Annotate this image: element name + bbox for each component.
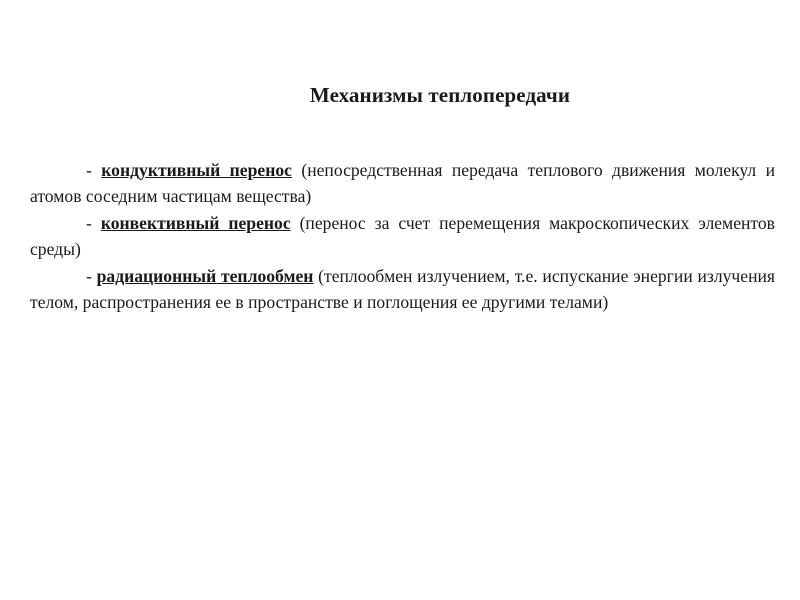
item-dash: -: [86, 212, 101, 233]
list-item-conductive: [30, 157, 775, 210]
item-term: конвективный перенос: [100, 212, 291, 233]
item-dash: -: [86, 265, 97, 286]
item-dash: -: [86, 160, 102, 180]
list-item-convective: [30, 210, 775, 263]
mechanisms-list: [30, 157, 775, 315]
item-description: (перенос за счет перемещения макроскопических элементов среды): [30, 212, 775, 260]
item-term: кондуктивный перенос: [101, 160, 292, 180]
slide-title: Механизмы теплопередачи: [309, 83, 571, 107]
item-description: (непосредственная передача теплового движения молекул и атомов соседним частицам вещества): [30, 160, 775, 207]
item-term: радиационный теплообмен: [96, 265, 314, 286]
item-description: (теплообмен излучением, т.е. испускание энергии излучения телом, распространения ее в пространстве и поглощения ее другими телами): [30, 265, 775, 313]
list-item-radiative: [30, 263, 775, 316]
